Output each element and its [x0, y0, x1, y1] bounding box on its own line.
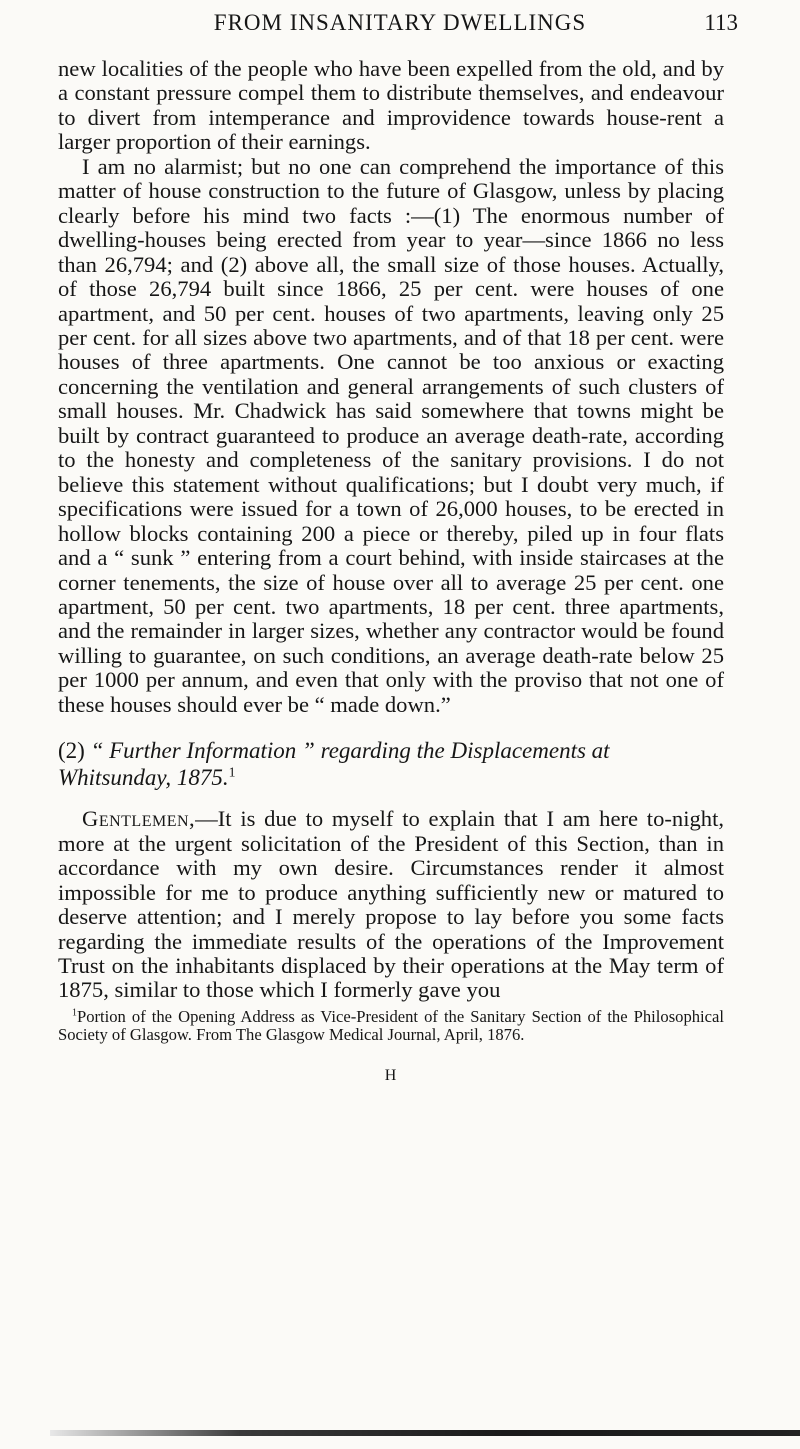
page-header	[56, 6, 744, 42]
paragraph-gentlemen-text: —It is due to myself to explain that I am here to-night, more at the urgent solicitation of the President of this Section, than in accordance with my own desire. Circumstances render it almost impossible for me to produce anything sufficiently new or matured to deserve attention; and I merely propose to lay before you some facts regarding the immediate results of the operations of the Improvement Trust on the inhabitants displaced by their operations at the May term of 1875, similar to those which I formerly gave you	[58, 806, 724, 1003]
section-title: “ Further Information ” regarding the Displacements at Whitsunday, 1875.	[58, 738, 610, 791]
paragraph-continuation: new localities of the people who have been expelled from the old, and by a constant pressure compel them to distribute themselves, and endeavour to divert from intemperance and improvidence towards house-rent a larger proportion of their earnings.	[58, 56, 724, 155]
section-number: (2)	[58, 738, 85, 764]
footnote-number: 1	[72, 1007, 77, 1019]
signature-mark: H	[384, 1066, 398, 1084]
salutation: Gentlemen,	[82, 806, 196, 832]
bottom-edge-shadow	[50, 1430, 800, 1436]
footnote	[58, 1008, 724, 1044]
page-number: 113	[704, 10, 738, 35]
footnote-text: Portion of the Opening Address as Vice-President of the Sanitary Section of the Philosophical Society of Glasgow. From The Glasgow Medical Journal, April, 1876.	[58, 1006, 724, 1044]
paragraph-gentlemen	[58, 807, 724, 1003]
section-heading	[58, 737, 724, 791]
body-text	[58, 57, 724, 1088]
footnote-marker: 1	[228, 764, 236, 780]
paragraph-alarmist: I am no alarmist; but no one can comprehend the importance of this matter of house construction to the future of Glasgow, unless by placing clearly before his mind two facts :—(1) The enormous number of dwelling-houses being erected from year to year—since 1866 no less than 26,794; and (2) above all, the small size of those houses. Actually, of those 26,794 built since 1866, 25 per cent. were houses of one apartment, and 50 per cent. houses of two apartments, leaving only 25 per cent. for all sizes above two apartments, and of that 18 per cent. were houses of three apartments. One cannot be too anxious or exacting concerning the ventilation and general arrangements of such clusters of small houses. Mr. Chadwick has said somewhere that towns might be built by contract guaranteed to produce an average death-rate, according to the honesty and completeness of the sanitary provisions. I do not believe this statement without qualifications; but I doubt very much, if specifications were issued for a town of 26,000 houses, to be erected in hollow blocks containing 200 a piece or thereby, piled up in four flats and a “ sunk ” entering from a court behind, with inside staircases at the corner tenements, the size of house over all to average 25 per cent. one apartment, 50 per cent. two apartments, 18 per cent. three apartments, and the remainder in larger sizes, whether any contractor would be found willing to guarantee, on such conditions, an average death-rate below 25 per 1000 per annum, and even that only with the proviso that not one of these houses should ever be “ made down.”	[58, 153, 724, 717]
running-title: FROM INSANITARY DWELLINGS	[213, 10, 587, 35]
